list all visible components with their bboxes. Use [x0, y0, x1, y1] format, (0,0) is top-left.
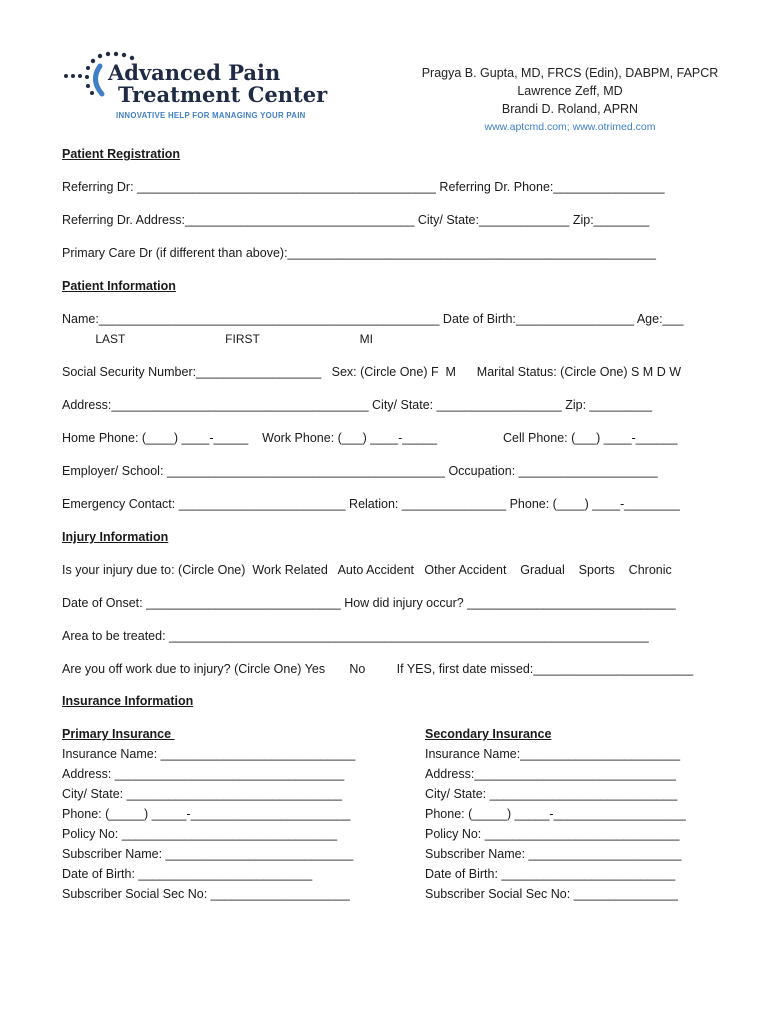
primary-insurance-name-field[interactable]: Insurance Name: ____________________________	[62, 747, 356, 761]
doctor-line-3: Brandi D. Roland, APRN	[501, 102, 639, 116]
primary-subscriber-ssn-field[interactable]: Subscriber Social Sec No: ____________________	[62, 887, 350, 901]
primary-dob-field[interactable]: Date of Birth: _________________________	[62, 867, 313, 881]
referring-address-field[interactable]: Referring Dr. Address:_________________________________ City/ State:_____________ Zip:________	[62, 213, 650, 227]
secondary-insurance-name-field[interactable]: Insurance Name:_______________________	[425, 747, 681, 761]
phone-fields[interactable]: Home Phone: (____) ____-_____ Work Phone: (___) ____-_____ Cell Phone: (___) ____-______	[62, 431, 678, 445]
section-title-patient-information: Patient Information	[62, 279, 176, 293]
emergency-contact-field[interactable]: Emergency Contact: ________________________ Relation: _______________ Phone: (____) ____-________	[62, 497, 680, 511]
address-field[interactable]: Address:_____________________________________ City/ State: __________________ Zip: _________	[62, 398, 653, 412]
company-logo	[60, 48, 350, 128]
primary-address-field[interactable]: Address: _________________________________	[62, 767, 345, 781]
referring-dr-field[interactable]: Referring Dr: ___________________________________________ Referring Dr. Phone:________________	[62, 180, 665, 194]
secondary-address-field[interactable]: Address:_____________________________	[425, 767, 676, 781]
date-of-onset-field[interactable]: Date of Onset: ____________________________ How did injury occur? ______________________________	[62, 596, 676, 610]
website-links[interactable]: www.aptcmd.com; www.otrimed.com	[484, 121, 656, 133]
secondary-subscriber-name-field[interactable]: Subscriber Name: ______________________	[425, 847, 682, 861]
primary-care-field[interactable]: Primary Care Dr (if different than above):_____________________________________________________	[62, 246, 657, 260]
injury-cause-field[interactable]: Is your injury due to: (Circle One) Work Related Auto Accident Other Accident Gradual Sports Chronic	[62, 563, 672, 577]
section-title-injury-information: Injury Information	[62, 530, 169, 544]
secondary-phone-field[interactable]: Phone: (_____) _____-___________________	[425, 807, 686, 821]
secondary-insurance-title: Secondary Insurance	[425, 727, 552, 741]
doctor-line-2: Lawrence Zeff, MD	[517, 84, 623, 98]
secondary-city-state-field[interactable]: City/ State: ___________________________	[425, 787, 678, 801]
primary-insurance-title: Primary Insurance	[62, 727, 175, 741]
secondary-subscriber-ssn-field[interactable]: Subscriber Social Sec No: _______________	[425, 887, 678, 901]
primary-subscriber-name-field[interactable]: Subscriber Name: ___________________________	[62, 847, 354, 861]
primary-policy-field[interactable]: Policy No: _______________________________	[62, 827, 338, 841]
name-subfields-label: LAST FIRST MI	[62, 332, 373, 346]
secondary-dob-field[interactable]: Date of Birth: _________________________	[425, 867, 676, 881]
logo-name-line1: Advanced Pain	[108, 60, 281, 85]
name-field[interactable]: Name:_________________________________________________ Date of Birth:_________________ Age:___	[62, 312, 684, 326]
doctor-line-1: Pragya B. Gupta, MD, FRCS (Edin), DABPM, FAPCR	[421, 66, 719, 80]
doctor-list	[420, 64, 720, 136]
section-title-insurance-information: Insurance Information	[62, 694, 194, 708]
logo-tagline: INNOVATIVE HELP FOR MANAGING YOUR PAIN	[116, 111, 306, 120]
primary-city-state-field[interactable]: City/ State: _______________________________	[62, 787, 343, 801]
ssn-sex-marital-field[interactable]: Social Security Number:__________________ Sex: (Circle One) F M Marital Status: (Circle One) S M D W	[62, 365, 681, 379]
logo-name-line2: Treatment Center	[118, 82, 328, 107]
secondary-policy-field[interactable]: Policy No: ____________________________	[425, 827, 680, 841]
section-title-patient-registration: Patient Registration	[62, 147, 181, 161]
area-treated-field[interactable]: Area to be treated: _____________________________________________________________________	[62, 629, 649, 643]
employer-field[interactable]: Employer/ School: ________________________________________ Occupation: ____________________	[62, 464, 658, 478]
off-work-field[interactable]: Are you off work due to injury? (Circle One) Yes No If YES, first date missed:_______________________	[62, 662, 694, 676]
primary-phone-field[interactable]: Phone: (_____) _____-_______________________	[62, 807, 351, 821]
